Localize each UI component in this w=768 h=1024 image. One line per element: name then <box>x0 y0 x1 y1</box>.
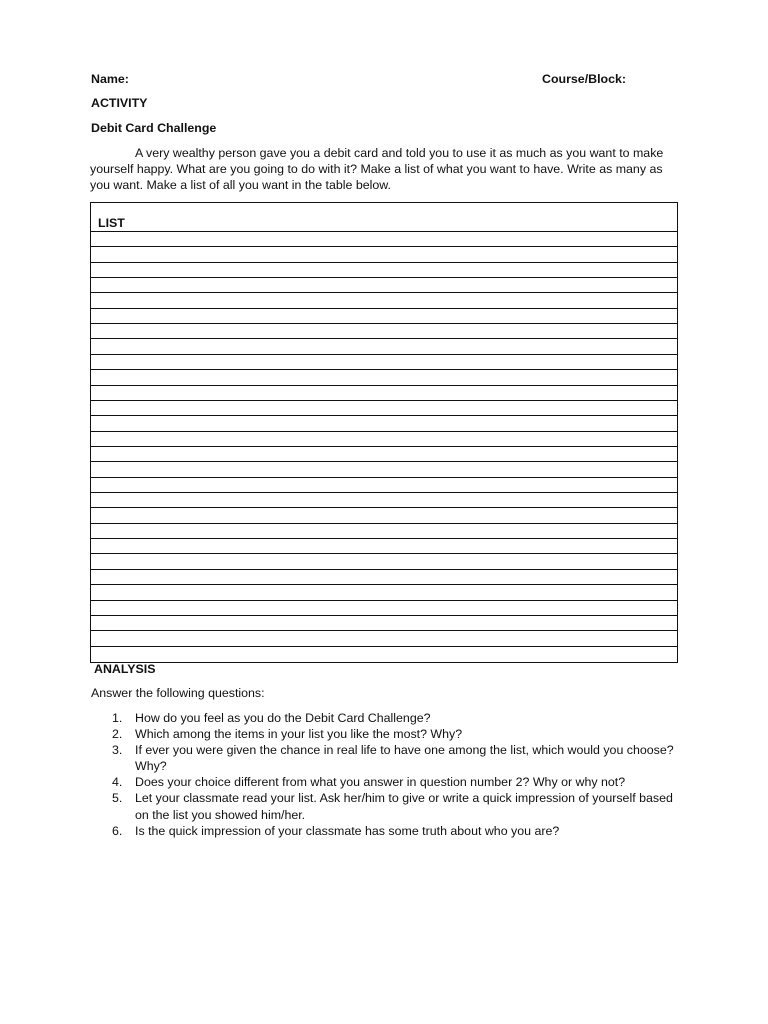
question-text: How do you feel as you do the Debit Card Challenge? <box>135 711 431 725</box>
question-number: 6. <box>112 823 123 838</box>
list-table-row[interactable] <box>91 478 677 493</box>
activity-title: Debit Card Challenge <box>91 121 217 135</box>
list-table-row[interactable] <box>91 401 677 416</box>
list-table-row[interactable] <box>91 309 677 324</box>
list-table-row[interactable] <box>91 416 677 431</box>
question-number: 3. <box>112 743 123 758</box>
course-block-label: Course/Block: <box>542 72 626 86</box>
list-table <box>90 202 678 663</box>
analysis-label: ANALYSIS <box>94 662 156 676</box>
list-table-header <box>91 203 677 232</box>
list-table-row[interactable] <box>91 493 677 508</box>
activity-instructions: A very wealthy person gave you a debit card and told you to use it as much as you want to make yourself happy. What are you going to do with it? Make a list of what you want to have. Write as many as you want. Make a list of all you want in the table below. <box>90 146 664 193</box>
list-table-row[interactable] <box>91 324 677 339</box>
list-table-row[interactable] <box>91 370 677 385</box>
list-table-row[interactable] <box>91 570 677 585</box>
list-table-row[interactable] <box>91 263 677 278</box>
list-table-row[interactable] <box>91 647 677 662</box>
question-item <box>90 742 680 774</box>
list-table-row[interactable] <box>91 232 677 247</box>
list-table-row[interactable] <box>91 601 677 616</box>
list-table-row[interactable] <box>91 447 677 462</box>
list-header-label: LIST <box>98 216 125 230</box>
list-table-row[interactable] <box>91 631 677 646</box>
question-text: Is the quick impression of your classmate has some truth about who you are? <box>135 823 560 838</box>
list-table-row[interactable] <box>91 539 677 554</box>
list-table-row[interactable] <box>91 432 677 447</box>
question-number: 1. <box>112 711 123 725</box>
list-table-row[interactable] <box>91 616 677 631</box>
list-table-row[interactable] <box>91 247 677 262</box>
list-table-row[interactable] <box>91 278 677 293</box>
question-number: 5. <box>112 791 123 806</box>
question-text: Let your classmate read your list. Ask her/him to give or write a quick impression of yourself based on the list you showed him/her. <box>135 791 673 822</box>
question-item <box>90 823 680 839</box>
activity-label: ACTIVITY <box>91 96 148 110</box>
list-table-row[interactable] <box>91 555 677 570</box>
list-table-row[interactable] <box>91 340 677 355</box>
question-text: Which among the items in your list you like the most? Why? <box>135 727 463 742</box>
question-number: 2. <box>112 727 123 742</box>
list-table-row[interactable] <box>91 508 677 523</box>
list-table-row[interactable] <box>91 293 677 308</box>
question-item <box>90 790 680 822</box>
question-number: 4. <box>112 775 123 790</box>
list-table-row[interactable] <box>91 355 677 370</box>
question-list <box>90 710 680 839</box>
analysis-instructions: Answer the following questions: <box>91 686 265 700</box>
question-text: If ever you were given the chance in real life to have one among the list, which would you choose? Why? <box>135 743 674 774</box>
list-table-row[interactable] <box>91 524 677 539</box>
list-table-row[interactable] <box>91 462 677 477</box>
question-text: Does your choice different from what you answer in question number 2? Why or why not? <box>135 775 626 790</box>
name-label: Name: <box>91 72 129 86</box>
question-item <box>90 774 680 790</box>
list-table-row[interactable] <box>91 386 677 401</box>
question-item <box>90 726 680 742</box>
question-item <box>90 710 680 726</box>
list-table-row[interactable] <box>91 585 677 600</box>
